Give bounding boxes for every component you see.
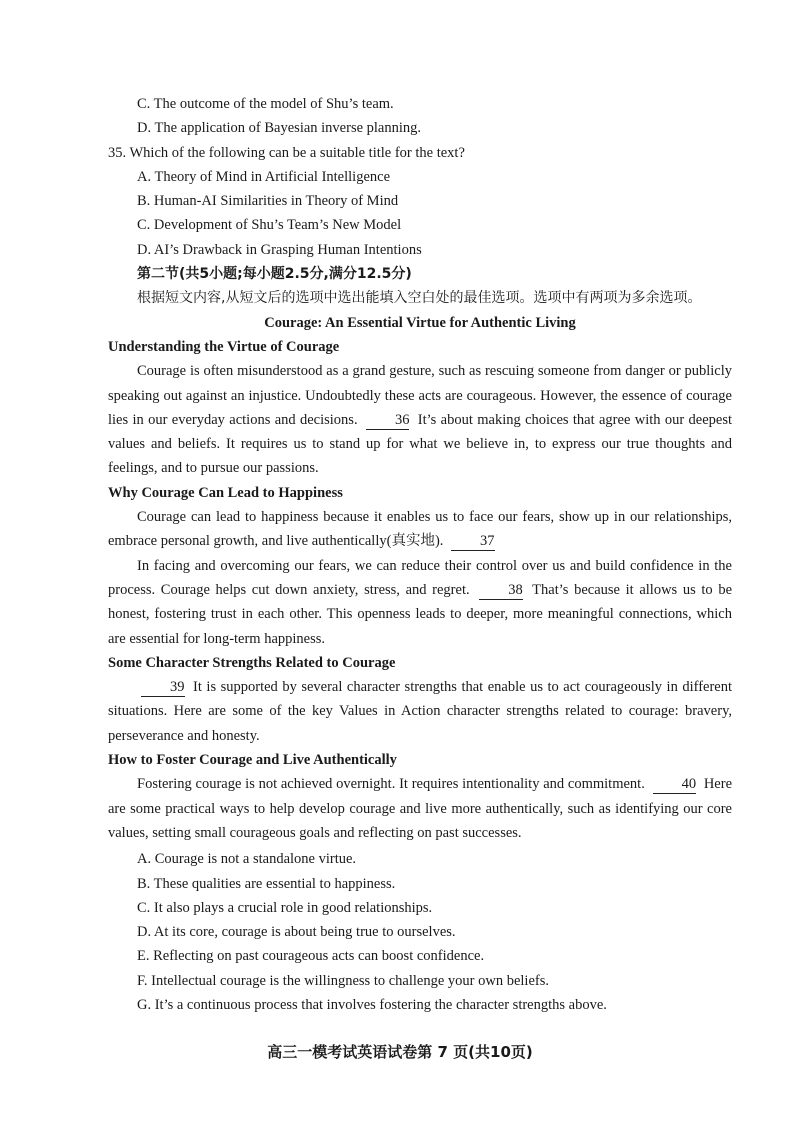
answer-option-a: A. Courage is not a standalone virtue. <box>137 851 357 868</box>
paragraph-text: In facing and overcoming our fears, we can reduce their control over us and build confidence in the process. Courage helps cut down anxiety, stress, and regret. <box>108 557 732 598</box>
passage-paragraph-5 <box>108 772 732 845</box>
paragraph-text: Courage is often misunderstood as a grand gesture, such as rescuing someone from danger or publicly speaking out against an injustice. Undoubtedly these acts are courageous. However, the essence of courage lies in our everyday actions and decisions. <box>108 363 732 428</box>
passage-subheading-4: How to Foster Courage and Live Authentically <box>108 752 397 769</box>
blank-40: 40 <box>653 775 697 794</box>
page-footer: 高三一模考试英语试卷第 7 页(共10页) <box>267 1043 533 1061</box>
blank-38: 38 <box>479 581 523 600</box>
passage-title: Courage: An Essential Virtue for Authentic Living <box>264 314 576 331</box>
answer-option-g: G. It’s a continuous process that involves fostering the character strengths above. <box>137 996 607 1013</box>
blank-36: 36 <box>366 411 410 430</box>
passage-paragraph-4 <box>108 675 732 748</box>
passage-paragraph-3 <box>108 554 732 651</box>
answer-option-b: B. These qualities are essential to happiness. <box>137 875 396 892</box>
passage-paragraph-2 <box>108 505 732 554</box>
paragraph-text: Fostering courage is not achieved overnight. It requires intentionality and commitment. <box>137 776 645 793</box>
q35-option-c: C. Development of Shu’s Team’s New Model <box>137 217 402 234</box>
blank-37: 37 <box>451 532 495 551</box>
blank-39: 39 <box>141 678 185 697</box>
passage-paragraph-1 <box>108 359 732 480</box>
q35-option-d: D. AI’s Drawback in Grasping Human Intentions <box>137 241 422 258</box>
paragraph-text: Courage can lead to happiness because it enables us to face our fears, show up in our relationships, embrace personal growth, and live authentically(真实地). <box>108 509 732 550</box>
answer-option-e: E. Reflecting on past courageous acts can boost confidence. <box>137 948 485 965</box>
answer-option-f: F. Intellectual courage is the willingness to challenge your own beliefs. <box>137 972 549 989</box>
paragraph-text: It’s about making choices that agree with our deepest values and beliefs. It requires us to stand up for what we believe in, to express our true thoughts and feelings, and to pursue our passions. <box>108 411 733 477</box>
q35-option-a: A. Theory of Mind in Artificial Intelligence <box>137 168 391 185</box>
q35-stem: 35. Which of the following can be a suitable title for the text? <box>108 144 465 161</box>
passage-subheading-1: Understanding the Virtue of Courage <box>108 338 340 355</box>
section2-heading: 第二节(共5小题;每小题2.5分,满分12.5分) <box>137 266 412 283</box>
answer-options <box>108 847 732 1017</box>
answer-option-c: C. It also plays a crucial role in good relationships. <box>137 899 433 916</box>
q34-option-d: D. The application of Bayesian inverse planning. <box>137 120 422 137</box>
paragraph-text: Here are some practical ways to help develop courage and live more authentically, such as identifying our core values, setting small courageous goals and reflecting on past successes. <box>108 776 732 841</box>
q34-option-c: C. The outcome of the model of Shu’s team. <box>137 96 394 112</box>
passage-subheading-2: Why Courage Can Lead to Happiness <box>108 484 343 501</box>
passage-subheading-3: Some Character Strengths Related to Courage <box>108 654 396 671</box>
exam-page <box>108 92 732 1017</box>
section2-instruction: 根据短文内容,从短文后的选项中选出能填入空白处的最佳选项。选项中有两项为多余选项。 <box>137 290 702 307</box>
q35-option-b: B. Human-AI Similarities in Theory of Mind <box>137 193 399 210</box>
paragraph-text: That’s because it allows us to be honest, fostering trust in each other. This openness leads to deeper, more meaningful connections, which are essential for long-term happiness. <box>108 581 733 647</box>
paragraph-text: It is supported by several character strengths that enable us to act courageously in different situations. Here are some of the key Values in Action character strengths related to courage: bravery, perseverance and honesty. <box>108 679 732 744</box>
answer-option-d: D. At its core, courage is about being true to ourselves. <box>137 924 456 941</box>
